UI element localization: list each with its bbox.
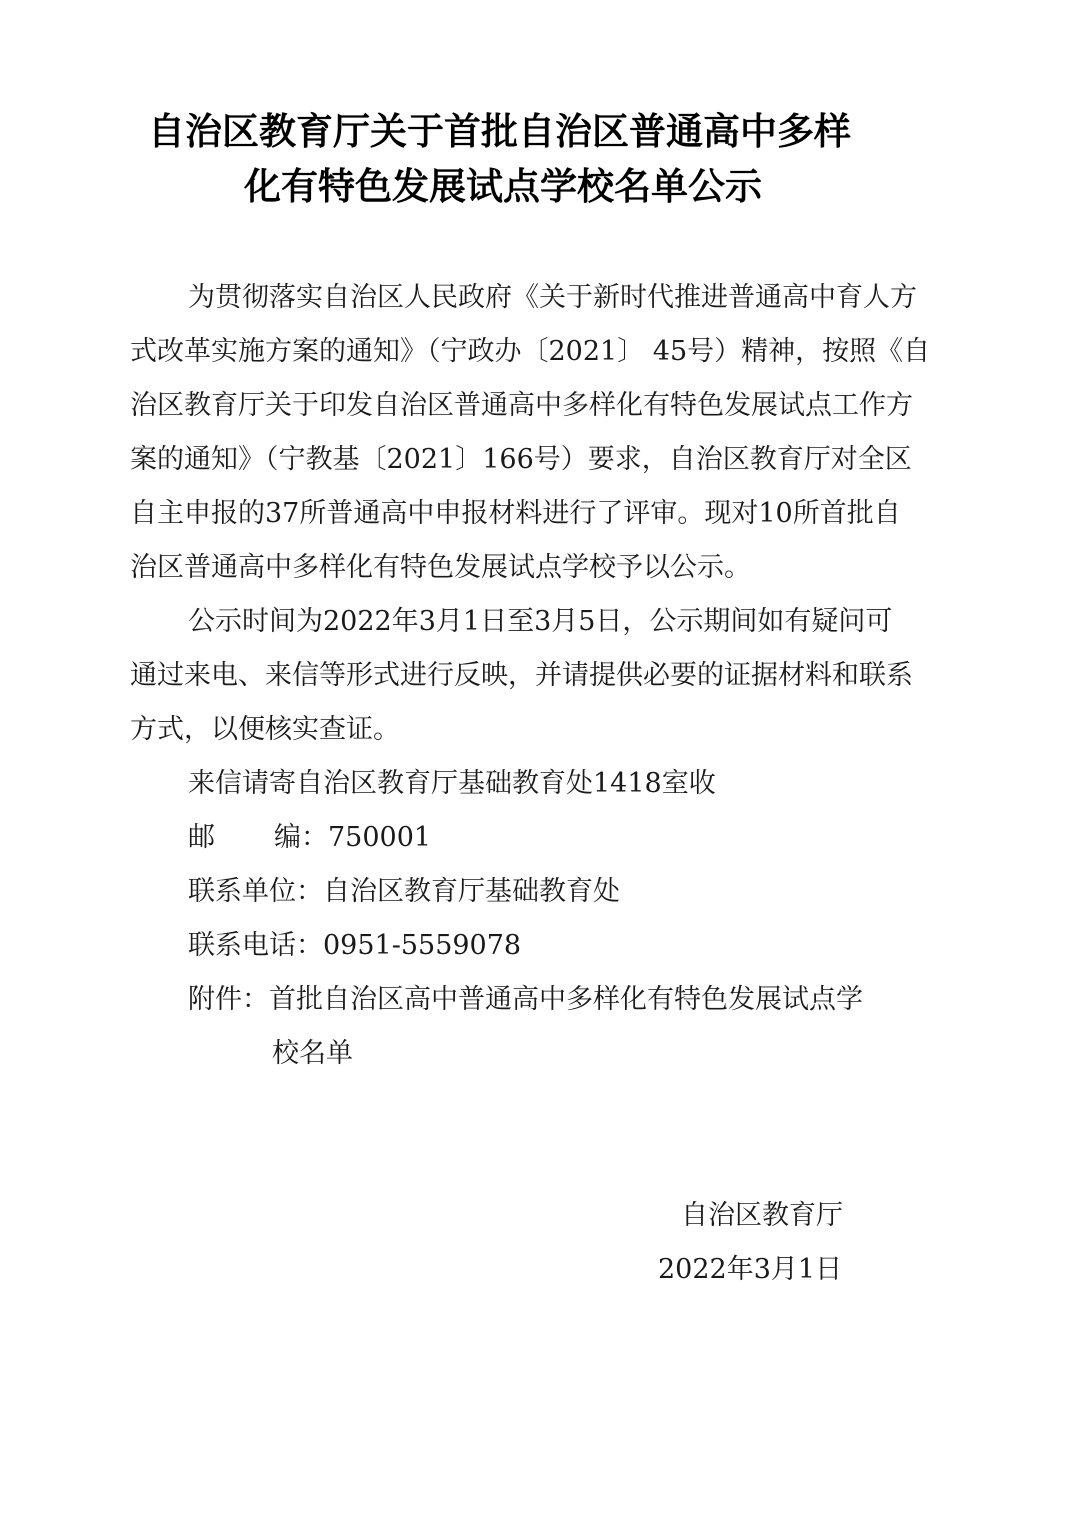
paragraph-1-line-1: 为贯彻落实自治区人民政府《关于新时代推进普通高中育人方 bbox=[188, 282, 917, 313]
page-title-line-1: 自治区教育厅关于首批自治区普通高中多样 bbox=[148, 110, 851, 153]
paragraph-2-line-2: 通过来电、来信等形式进行反映，并请提供必要的证据材料和联系 bbox=[130, 660, 913, 691]
attachment-title-line-2: 校名单 bbox=[272, 1038, 353, 1069]
paragraph-1-line-5: 自主申报的37所普通高中申报材料进行了评审。现对10所首批自 bbox=[130, 498, 901, 529]
paragraph-2-line-1: 公示时间为2022年3月1日至3月5日，公示期间如有疑问可 bbox=[188, 606, 893, 637]
paragraph-1-line-2: 式改革实施方案的通知》（宁政办〔2021〕 45号）精神，按照《自 bbox=[130, 336, 931, 367]
postcode-row bbox=[188, 820, 431, 856]
mail-address: 来信请寄自治区教育厅基础教育处1418室收 bbox=[188, 768, 716, 799]
postcode-value: 750001 bbox=[328, 822, 432, 853]
paragraph-2-line-3: 方式，以便核实查证。 bbox=[130, 714, 400, 745]
paragraph-1-line-6: 治区普通高中多样化有特色发展试点学校予以公示。 bbox=[130, 552, 751, 583]
postcode-label-a: 邮 bbox=[188, 822, 215, 853]
contact-unit-value: 自治区教育厅基础教育处 bbox=[323, 876, 620, 907]
attachment-row bbox=[188, 982, 863, 1018]
contact-phone-value: 0951-5559078 bbox=[323, 930, 522, 961]
attachment-title-line-1: 首批自治区高中普通高中多样化有特色发展试点学 bbox=[269, 984, 863, 1015]
contact-phone-row bbox=[188, 928, 521, 964]
signature-org: 自治区教育厅 bbox=[681, 1200, 843, 1231]
paragraph-1-line-4: 案的通知》（宁教基〔2021〕166号）要求，自治区教育厅对全区 bbox=[130, 444, 912, 475]
page-title-line-2: 化有特色发展试点学校名单公示 bbox=[244, 165, 762, 208]
signature-date: 2022年3月1日 bbox=[658, 1254, 843, 1285]
contact-unit-label: 联系单位： bbox=[188, 876, 323, 907]
attachment-label: 附件： bbox=[188, 984, 269, 1015]
paragraph-1-line-3: 治区教育厅关于印发自治区普通高中多样化有特色发展试点工作方 bbox=[130, 390, 913, 421]
contact-unit-row bbox=[188, 874, 620, 910]
postcode-label-b: 编： bbox=[274, 822, 328, 853]
contact-phone-label: 联系电话： bbox=[188, 930, 323, 961]
